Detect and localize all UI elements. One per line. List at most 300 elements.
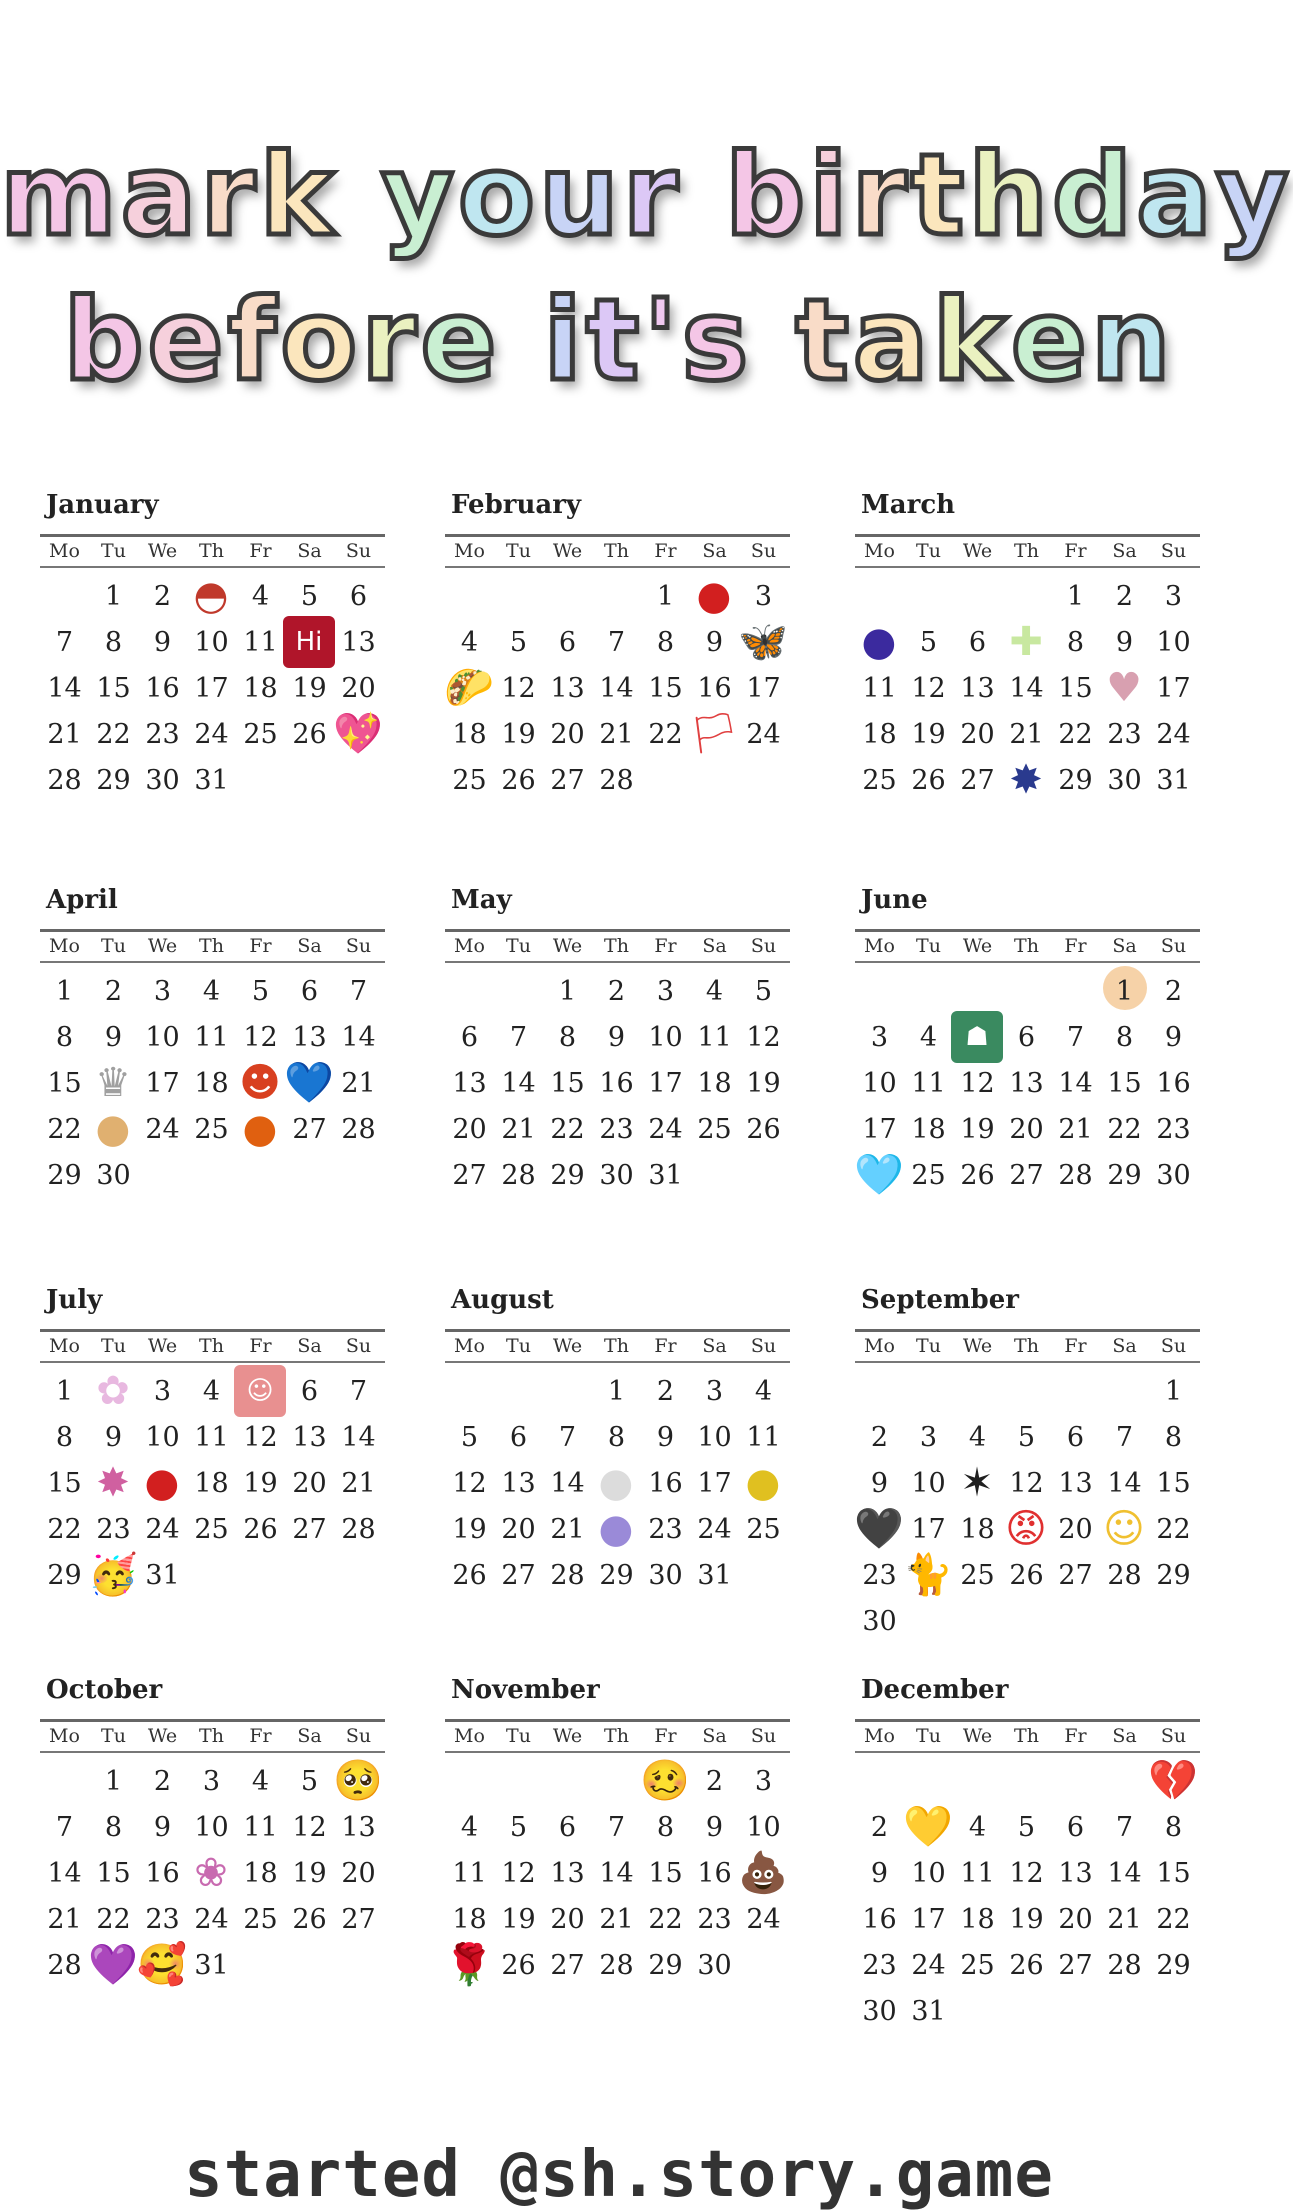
day-cell[interactable]: 1 <box>1115 976 1134 1007</box>
day-cell[interactable]: 2 <box>656 1376 675 1407</box>
day-cell[interactable]: 15 <box>47 1068 82 1099</box>
day-cell[interactable]: 21 <box>341 1468 376 1499</box>
day-cell[interactable]: 22 <box>550 1114 585 1145</box>
day-cell[interactable]: 14 <box>550 1468 585 1499</box>
day-cell[interactable]: 6 <box>558 1812 577 1843</box>
day-cell[interactable]: 14 <box>501 1068 536 1099</box>
day-cell[interactable]: 21 <box>341 1068 376 1099</box>
day-cell[interactable]: 28 <box>550 1560 585 1591</box>
day-cell[interactable]: 1 <box>55 1376 74 1407</box>
day-cell[interactable]: 23 <box>862 1950 897 1981</box>
day-cell[interactable]: 14 <box>1058 1068 1093 1099</box>
day-cell[interactable]: 14 <box>47 673 82 704</box>
day-cell[interactable]: 5 <box>509 627 528 658</box>
day-cell[interactable]: 4 <box>202 976 221 1007</box>
day-cell[interactable]: 30 <box>145 765 180 796</box>
day-cell[interactable]: 11 <box>194 1422 229 1453</box>
day-cell[interactable]: 15 <box>1107 1068 1142 1099</box>
day-cell[interactable]: 7 <box>607 1812 626 1843</box>
day-cell[interactable]: 27 <box>1009 1160 1044 1191</box>
day-cell[interactable]: 7 <box>558 1422 577 1453</box>
day-cell[interactable]: 21 <box>501 1114 536 1145</box>
day-cell[interactable]: 8 <box>1164 1422 1183 1453</box>
day-cell[interactable]: 19 <box>292 673 327 704</box>
day-cell[interactable]: 2 <box>607 976 626 1007</box>
day-cell[interactable]: 15 <box>648 673 683 704</box>
day-cell[interactable]: 26 <box>501 1950 536 1981</box>
day-cell[interactable]: 28 <box>501 1160 536 1191</box>
day-cell[interactable]: 4 <box>968 1422 987 1453</box>
day-cell[interactable]: 3 <box>705 1376 724 1407</box>
day-cell[interactable]: 11 <box>243 1812 278 1843</box>
day-cell[interactable]: 6 <box>300 1376 319 1407</box>
day-cell[interactable]: 10 <box>697 1422 732 1453</box>
day-cell[interactable]: 14 <box>1107 1858 1142 1889</box>
day-cell[interactable]: 27 <box>452 1160 487 1191</box>
day-cell[interactable]: 5 <box>754 976 773 1007</box>
day-cell[interactable]: 10 <box>1156 627 1191 658</box>
day-cell[interactable]: 31 <box>194 765 229 796</box>
day-cell[interactable]: 9 <box>656 1422 675 1453</box>
day-cell[interactable]: 21 <box>1058 1114 1093 1145</box>
day-cell[interactable]: 26 <box>746 1114 781 1145</box>
day-cell[interactable]: 4 <box>251 581 270 612</box>
day-cell[interactable]: 7 <box>55 1812 74 1843</box>
day-cell[interactable]: 4 <box>202 1376 221 1407</box>
day-cell[interactable]: 5 <box>460 1422 479 1453</box>
day-cell[interactable]: 16 <box>145 1858 180 1889</box>
day-cell[interactable]: 2 <box>1164 976 1183 1007</box>
day-cell[interactable]: 18 <box>243 673 278 704</box>
day-cell[interactable]: 5 <box>300 1766 319 1797</box>
day-cell[interactable]: 29 <box>47 1560 82 1591</box>
day-cell[interactable]: 30 <box>96 1160 131 1191</box>
day-cell[interactable]: 10 <box>911 1468 946 1499</box>
day-cell[interactable]: 13 <box>960 673 995 704</box>
day-cell[interactable]: 13 <box>292 1422 327 1453</box>
day-cell[interactable]: 14 <box>341 1022 376 1053</box>
day-cell[interactable]: 28 <box>1107 1950 1142 1981</box>
day-cell[interactable]: 2 <box>153 581 172 612</box>
day-cell[interactable]: 2 <box>153 1766 172 1797</box>
day-cell[interactable]: 28 <box>47 765 82 796</box>
day-cell[interactable]: 18 <box>452 1904 487 1935</box>
day-cell[interactable]: 5 <box>251 976 270 1007</box>
day-cell[interactable]: 17 <box>862 1114 897 1145</box>
day-cell[interactable]: 4 <box>754 1376 773 1407</box>
day-cell[interactable]: 29 <box>599 1560 634 1591</box>
day-cell[interactable]: 10 <box>145 1022 180 1053</box>
day-cell[interactable]: 24 <box>194 719 229 750</box>
day-cell[interactable]: 1 <box>607 1376 626 1407</box>
day-cell[interactable]: 19 <box>292 1858 327 1889</box>
day-cell[interactable]: 17 <box>648 1068 683 1099</box>
day-cell[interactable]: 26 <box>960 1160 995 1191</box>
day-cell[interactable]: 10 <box>145 1422 180 1453</box>
day-cell[interactable]: 8 <box>104 1812 123 1843</box>
day-cell[interactable]: 13 <box>341 1812 376 1843</box>
day-cell[interactable]: 24 <box>194 1904 229 1935</box>
day-cell[interactable]: 11 <box>960 1858 995 1889</box>
day-cell[interactable]: 1 <box>104 581 123 612</box>
day-cell[interactable]: 7 <box>1066 1022 1085 1053</box>
day-cell[interactable]: 25 <box>746 1514 781 1545</box>
day-cell[interactable]: 6 <box>1066 1422 1085 1453</box>
day-cell[interactable]: 17 <box>145 1068 180 1099</box>
day-cell[interactable]: 19 <box>243 1468 278 1499</box>
day-cell[interactable]: 9 <box>870 1468 889 1499</box>
day-cell[interactable]: 5 <box>1017 1812 1036 1843</box>
day-cell[interactable]: 14 <box>341 1422 376 1453</box>
day-cell[interactable]: 9 <box>153 1812 172 1843</box>
day-cell[interactable]: 28 <box>1058 1160 1093 1191</box>
day-cell[interactable]: 4 <box>460 627 479 658</box>
day-cell[interactable]: 29 <box>1156 1560 1191 1591</box>
day-cell[interactable]: 15 <box>1156 1468 1191 1499</box>
day-cell[interactable]: 22 <box>47 1114 82 1145</box>
day-cell[interactable]: 26 <box>501 765 536 796</box>
day-cell[interactable]: 18 <box>452 719 487 750</box>
day-cell[interactable]: 3 <box>202 1766 221 1797</box>
day-cell[interactable]: 26 <box>292 719 327 750</box>
day-cell[interactable]: 16 <box>599 1068 634 1099</box>
day-cell[interactable]: 20 <box>1058 1904 1093 1935</box>
day-cell[interactable]: 29 <box>1107 1160 1142 1191</box>
day-cell[interactable]: 31 <box>194 1950 229 1981</box>
day-cell[interactable]: 12 <box>960 1068 995 1099</box>
day-cell[interactable]: 25 <box>194 1114 229 1145</box>
day-cell[interactable]: 11 <box>452 1858 487 1889</box>
day-cell[interactable]: 2 <box>1115 581 1134 612</box>
day-cell[interactable]: 25 <box>960 1950 995 1981</box>
day-cell[interactable]: 16 <box>697 1858 732 1889</box>
day-cell[interactable]: 12 <box>1009 1858 1044 1889</box>
day-cell[interactable]: 11 <box>746 1422 781 1453</box>
day-cell[interactable]: 16 <box>145 673 180 704</box>
day-cell[interactable]: 21 <box>599 719 634 750</box>
day-cell[interactable]: 21 <box>1107 1904 1142 1935</box>
day-cell[interactable]: 14 <box>599 1858 634 1889</box>
day-cell[interactable]: 24 <box>746 719 781 750</box>
day-cell[interactable]: 14 <box>1009 673 1044 704</box>
day-cell[interactable]: 20 <box>1009 1114 1044 1145</box>
day-cell[interactable]: 7 <box>349 976 368 1007</box>
day-cell[interactable]: 15 <box>550 1068 585 1099</box>
day-cell[interactable]: 21 <box>550 1514 585 1545</box>
day-cell[interactable]: 9 <box>153 627 172 658</box>
day-cell[interactable]: 27 <box>550 765 585 796</box>
day-cell[interactable]: 8 <box>1164 1812 1183 1843</box>
day-cell[interactable]: 8 <box>607 1422 626 1453</box>
day-cell[interactable]: 7 <box>1115 1422 1134 1453</box>
day-cell[interactable]: 31 <box>648 1160 683 1191</box>
day-cell[interactable]: 27 <box>341 1904 376 1935</box>
day-cell[interactable]: 18 <box>243 1858 278 1889</box>
day-cell[interactable]: 4 <box>968 1812 987 1843</box>
day-cell[interactable]: 22 <box>47 1514 82 1545</box>
day-cell[interactable]: 5 <box>919 627 938 658</box>
day-cell[interactable]: 9 <box>705 1812 724 1843</box>
day-cell[interactable]: 13 <box>550 1858 585 1889</box>
day-cell[interactable]: 9 <box>1164 1022 1183 1053</box>
day-cell[interactable]: 25 <box>243 1904 278 1935</box>
day-cell[interactable]: 24 <box>911 1950 946 1981</box>
day-cell[interactable]: 20 <box>550 1904 585 1935</box>
day-cell[interactable]: 4 <box>919 1022 938 1053</box>
day-cell[interactable]: 27 <box>292 1514 327 1545</box>
day-cell[interactable]: 25 <box>911 1160 946 1191</box>
day-cell[interactable]: 23 <box>862 1560 897 1591</box>
day-cell[interactable]: 13 <box>1009 1068 1044 1099</box>
day-cell[interactable]: 25 <box>243 719 278 750</box>
day-cell[interactable]: 25 <box>194 1514 229 1545</box>
day-cell[interactable]: 22 <box>648 719 683 750</box>
day-cell[interactable]: 12 <box>1009 1468 1044 1499</box>
day-cell[interactable]: 12 <box>243 1022 278 1053</box>
day-cell[interactable]: 26 <box>911 765 946 796</box>
day-cell[interactable]: 20 <box>550 719 585 750</box>
day-cell[interactable]: 3 <box>919 1422 938 1453</box>
day-cell[interactable]: 9 <box>607 1022 626 1053</box>
day-cell[interactable]: 19 <box>501 1904 536 1935</box>
day-cell[interactable]: 5 <box>300 581 319 612</box>
day-cell[interactable]: 3 <box>656 976 675 1007</box>
day-cell[interactable]: 8 <box>104 627 123 658</box>
day-cell[interactable]: 24 <box>145 1514 180 1545</box>
day-cell[interactable]: 2 <box>705 1766 724 1797</box>
day-cell[interactable]: 10 <box>746 1812 781 1843</box>
day-cell[interactable]: 13 <box>1058 1468 1093 1499</box>
day-cell[interactable]: 17 <box>194 673 229 704</box>
day-cell[interactable]: 12 <box>911 673 946 704</box>
day-cell[interactable]: 16 <box>862 1904 897 1935</box>
day-cell[interactable]: 13 <box>550 673 585 704</box>
day-cell[interactable]: 18 <box>911 1114 946 1145</box>
day-cell[interactable]: 17 <box>746 673 781 704</box>
day-cell[interactable]: 15 <box>1156 1858 1191 1889</box>
day-cell[interactable]: 25 <box>862 765 897 796</box>
day-cell[interactable]: 30 <box>862 1606 897 1637</box>
day-cell[interactable]: 31 <box>145 1560 180 1591</box>
day-cell[interactable]: 3 <box>870 1022 889 1053</box>
day-cell[interactable]: 10 <box>911 1858 946 1889</box>
day-cell[interactable]: 30 <box>862 1996 897 2027</box>
day-cell[interactable]: 21 <box>1009 719 1044 750</box>
day-cell[interactable]: 28 <box>1107 1560 1142 1591</box>
day-cell[interactable]: 12 <box>501 1858 536 1889</box>
day-cell[interactable]: 7 <box>349 1376 368 1407</box>
day-cell[interactable]: 6 <box>968 627 987 658</box>
day-cell[interactable]: 22 <box>648 1904 683 1935</box>
day-cell[interactable]: 22 <box>1156 1514 1191 1545</box>
day-cell[interactable]: 12 <box>452 1468 487 1499</box>
day-cell[interactable]: 3 <box>153 976 172 1007</box>
day-cell[interactable]: 3 <box>153 1376 172 1407</box>
day-cell[interactable]: 4 <box>251 1766 270 1797</box>
day-cell[interactable]: 3 <box>754 1766 773 1797</box>
day-cell[interactable]: 6 <box>349 581 368 612</box>
day-cell[interactable]: 9 <box>1115 627 1134 658</box>
day-cell[interactable]: 13 <box>341 627 376 658</box>
day-cell[interactable]: 22 <box>96 719 131 750</box>
day-cell[interactable]: 14 <box>599 673 634 704</box>
day-cell[interactable]: 11 <box>243 627 278 658</box>
day-cell[interactable]: 27 <box>1058 1950 1093 1981</box>
day-cell[interactable]: 19 <box>1009 1904 1044 1935</box>
day-cell[interactable]: 12 <box>746 1022 781 1053</box>
day-cell[interactable]: 8 <box>55 1422 74 1453</box>
day-cell[interactable]: 1 <box>1164 1376 1183 1407</box>
day-cell[interactable]: 8 <box>558 1022 577 1053</box>
day-cell[interactable]: 19 <box>501 719 536 750</box>
day-cell[interactable]: 28 <box>599 765 634 796</box>
day-cell[interactable]: 16 <box>697 673 732 704</box>
day-cell[interactable]: 24 <box>746 1904 781 1935</box>
day-cell[interactable]: 1 <box>656 581 675 612</box>
day-cell[interactable]: 23 <box>648 1514 683 1545</box>
day-cell[interactable]: 12 <box>243 1422 278 1453</box>
day-cell[interactable]: 18 <box>697 1068 732 1099</box>
day-cell[interactable]: 16 <box>1156 1068 1191 1099</box>
day-cell[interactable]: 9 <box>705 627 724 658</box>
day-cell[interactable]: 20 <box>341 673 376 704</box>
day-cell[interactable]: 26 <box>452 1560 487 1591</box>
day-cell[interactable]: 19 <box>911 719 946 750</box>
day-cell[interactable]: 16 <box>648 1468 683 1499</box>
day-cell[interactable]: 29 <box>47 1160 82 1191</box>
day-cell[interactable]: 5 <box>509 1812 528 1843</box>
day-cell[interactable]: 30 <box>1107 765 1142 796</box>
day-cell[interactable]: 18 <box>194 1068 229 1099</box>
day-cell[interactable]: 1 <box>104 1766 123 1797</box>
day-cell[interactable]: 26 <box>1009 1950 1044 1981</box>
day-cell[interactable]: 22 <box>1058 719 1093 750</box>
day-cell[interactable]: 15 <box>96 1858 131 1889</box>
day-cell[interactable]: 17 <box>697 1468 732 1499</box>
day-cell[interactable]: 1 <box>55 976 74 1007</box>
day-cell[interactable]: 11 <box>911 1068 946 1099</box>
day-cell[interactable]: 14 <box>1107 1468 1142 1499</box>
day-cell[interactable]: 1 <box>558 976 577 1007</box>
day-cell[interactable]: 7 <box>55 627 74 658</box>
day-cell[interactable]: 3 <box>754 581 773 612</box>
day-cell[interactable]: 26 <box>1009 1560 1044 1591</box>
day-cell[interactable]: 24 <box>1156 719 1191 750</box>
day-cell[interactable]: 4 <box>705 976 724 1007</box>
day-cell[interactable]: 18 <box>862 719 897 750</box>
day-cell[interactable]: 11 <box>697 1022 732 1053</box>
day-cell[interactable]: 7 <box>1115 1812 1134 1843</box>
day-cell[interactable]: 11 <box>862 673 897 704</box>
day-cell[interactable]: 20 <box>341 1858 376 1889</box>
day-cell[interactable]: 30 <box>1156 1160 1191 1191</box>
day-cell[interactable]: 10 <box>648 1022 683 1053</box>
day-cell[interactable]: 18 <box>960 1514 995 1545</box>
day-cell[interactable]: 30 <box>697 1950 732 1981</box>
day-cell[interactable]: 6 <box>1066 1812 1085 1843</box>
day-cell[interactable]: 10 <box>862 1068 897 1099</box>
day-cell[interactable]: 7 <box>509 1022 528 1053</box>
day-cell[interactable]: 20 <box>452 1114 487 1145</box>
day-cell[interactable]: 24 <box>697 1514 732 1545</box>
day-cell[interactable]: 23 <box>1107 719 1142 750</box>
day-cell[interactable]: 20 <box>292 1468 327 1499</box>
day-cell[interactable]: 9 <box>104 1022 123 1053</box>
day-cell[interactable]: 10 <box>194 627 229 658</box>
day-cell[interactable]: 22 <box>96 1904 131 1935</box>
day-cell[interactable]: 19 <box>960 1114 995 1145</box>
day-cell[interactable]: 9 <box>870 1858 889 1889</box>
day-cell[interactable]: 25 <box>960 1560 995 1591</box>
day-cell[interactable]: 12 <box>501 673 536 704</box>
day-cell[interactable]: 15 <box>648 1858 683 1889</box>
day-cell[interactable]: 31 <box>1156 765 1191 796</box>
day-cell[interactable]: 6 <box>460 1022 479 1053</box>
day-cell[interactable]: 20 <box>960 719 995 750</box>
day-cell[interactable]: 18 <box>960 1904 995 1935</box>
day-cell[interactable]: 27 <box>501 1560 536 1591</box>
day-cell[interactable]: 2 <box>870 1422 889 1453</box>
day-cell[interactable]: 29 <box>648 1950 683 1981</box>
day-cell[interactable]: 15 <box>47 1468 82 1499</box>
day-cell[interactable]: 7 <box>607 627 626 658</box>
day-cell[interactable]: 12 <box>292 1812 327 1843</box>
day-cell[interactable]: 19 <box>746 1068 781 1099</box>
day-cell[interactable]: 22 <box>1107 1114 1142 1145</box>
day-cell[interactable]: 29 <box>550 1160 585 1191</box>
day-cell[interactable]: 20 <box>501 1514 536 1545</box>
day-cell[interactable]: 23 <box>145 719 180 750</box>
day-cell[interactable]: 2 <box>104 976 123 1007</box>
day-cell[interactable]: 28 <box>47 1950 82 1981</box>
day-cell[interactable]: 13 <box>1058 1858 1093 1889</box>
day-cell[interactable]: 1 <box>1066 581 1085 612</box>
day-cell[interactable]: 30 <box>648 1560 683 1591</box>
day-cell[interactable]: 13 <box>452 1068 487 1099</box>
day-cell[interactable]: 8 <box>55 1022 74 1053</box>
day-cell[interactable]: 26 <box>243 1514 278 1545</box>
day-cell[interactable]: 17 <box>911 1904 946 1935</box>
day-cell[interactable]: 17 <box>911 1514 946 1545</box>
day-cell[interactable]: 31 <box>911 1996 946 2027</box>
day-cell[interactable]: 18 <box>194 1468 229 1499</box>
day-cell[interactable]: 29 <box>1058 765 1093 796</box>
day-cell[interactable]: 17 <box>1156 673 1191 704</box>
day-cell[interactable]: 20 <box>1058 1514 1093 1545</box>
day-cell[interactable]: 19 <box>452 1514 487 1545</box>
day-cell[interactable]: 23 <box>697 1904 732 1935</box>
day-cell[interactable]: 23 <box>1156 1114 1191 1145</box>
day-cell[interactable]: 8 <box>1066 627 1085 658</box>
day-cell[interactable]: 6 <box>1017 1022 1036 1053</box>
day-cell[interactable]: 22 <box>1156 1904 1191 1935</box>
day-cell[interactable]: 21 <box>47 719 82 750</box>
day-cell[interactable]: 24 <box>648 1114 683 1145</box>
day-cell[interactable]: 23 <box>599 1114 634 1145</box>
day-cell[interactable]: 26 <box>292 1904 327 1935</box>
day-cell[interactable]: 29 <box>96 765 131 796</box>
day-cell[interactable]: 5 <box>1017 1422 1036 1453</box>
day-cell[interactable]: 13 <box>292 1022 327 1053</box>
day-cell[interactable]: 15 <box>1058 673 1093 704</box>
day-cell[interactable]: 24 <box>145 1114 180 1145</box>
day-cell[interactable]: 27 <box>550 1950 585 1981</box>
day-cell[interactable]: 3 <box>1164 581 1183 612</box>
day-cell[interactable]: 23 <box>96 1514 131 1545</box>
day-cell[interactable]: 25 <box>697 1114 732 1145</box>
day-cell[interactable]: 14 <box>47 1858 82 1889</box>
day-cell[interactable]: 8 <box>1115 1022 1134 1053</box>
